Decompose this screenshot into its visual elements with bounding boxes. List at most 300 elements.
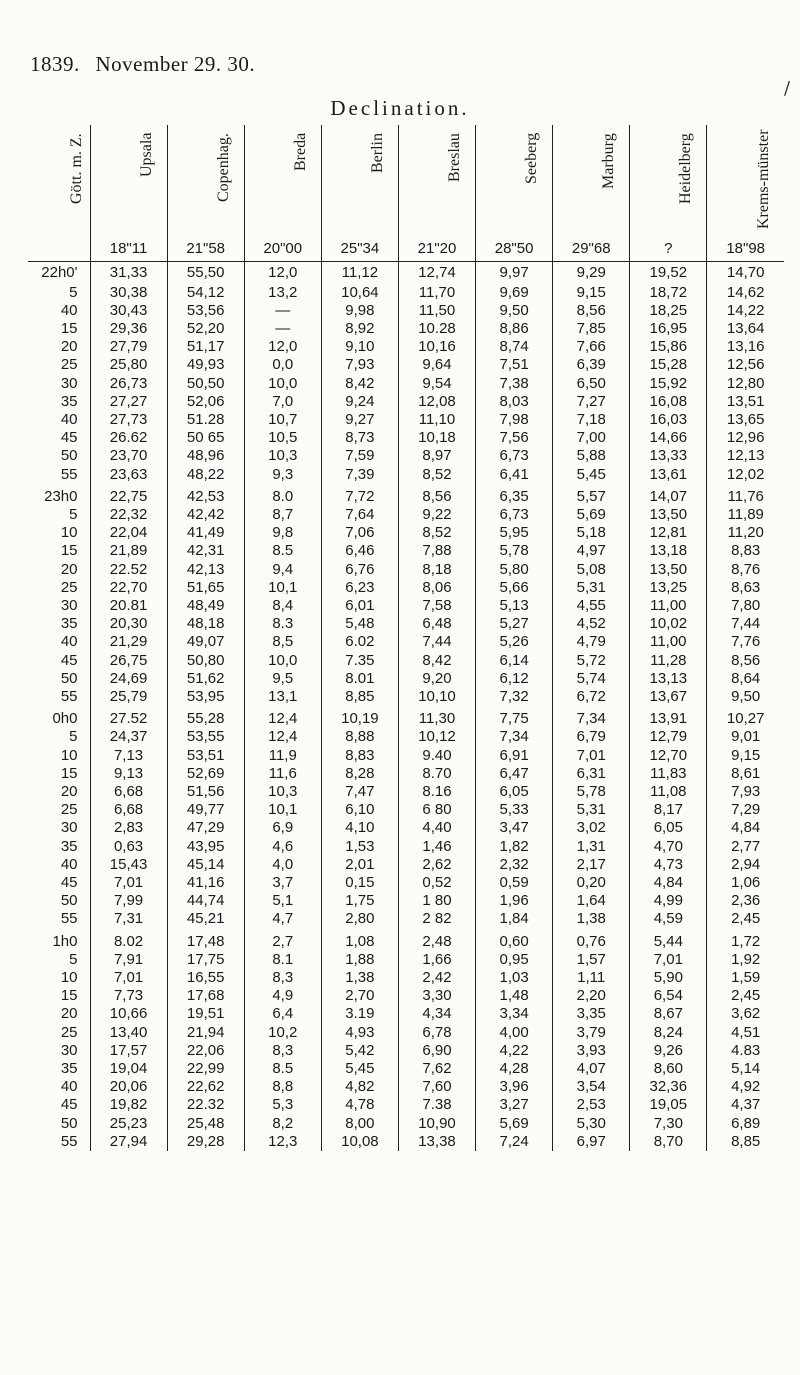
value-cell: 11,9 [244,747,321,765]
value-cell: 4,7 [244,910,321,928]
time-cell: 30 [60,374,78,392]
value-cell: 19,05 [630,1096,707,1114]
value-cell: 6,4 [244,1005,321,1023]
value-cell: 8,03 [476,393,553,411]
value-cell: 12,3 [244,1133,321,1151]
table-row [28,929,784,951]
value-cell: 9,69 [476,284,553,302]
table-row [28,1133,784,1151]
value-cell: 7,75 [476,706,553,728]
value-cell: 4,52 [553,615,630,633]
value-cell: 11,08 [630,783,707,801]
value-cell: 11,12 [321,262,398,284]
value-cell: 2,80 [321,910,398,928]
value-cell: 52,20 [167,320,244,338]
table-row [28,874,784,892]
value-cell: 53,56 [167,302,244,320]
value-cell: 4,34 [398,1005,475,1023]
value-cell: 8.0 [244,484,321,506]
value-cell: 12,81 [630,524,707,542]
value-cell: 11,83 [630,765,707,783]
table-row [28,320,784,338]
value-cell: 1,06 [707,874,784,892]
value-cell: 12,79 [630,728,707,746]
value-cell: 4,10 [321,819,398,837]
value-cell: 10,66 [90,1005,167,1023]
value-cell: 13,25 [630,579,707,597]
value-cell: 4,51 [707,1024,784,1042]
value-cell: 9,20 [398,670,475,688]
value-cell: 5,72 [553,652,630,670]
column-header [630,125,707,262]
value-cell: 0,76 [553,929,630,951]
table-row [28,688,784,706]
value-cell: 1,88 [321,951,398,969]
table-row [28,987,784,1005]
value-cell: 7,59 [321,447,398,465]
value-cell: 5,44 [630,929,707,951]
column-name: Marburg [600,133,618,189]
value-cell: 49,07 [167,633,244,651]
value-cell: 10,5 [244,429,321,447]
value-cell: 7,01 [90,969,167,987]
value-cell: 6,73 [476,506,553,524]
value-cell: 9,22 [398,506,475,524]
value-cell: 5,66 [476,579,553,597]
value-cell: 15,28 [630,356,707,374]
value-cell: 23,63 [90,466,167,484]
value-cell: 6,01 [321,597,398,615]
value-cell: 48,18 [167,615,244,633]
value-cell: 8,85 [321,688,398,706]
value-cell: 10,0 [244,375,321,393]
value-cell: 7,0 [244,393,321,411]
value-cell: 9,26 [630,1042,707,1060]
value-cell: 8,70 [630,1133,707,1151]
value-cell: 42,13 [167,561,244,579]
column-header [707,125,784,262]
value-cell: 20,30 [90,615,167,633]
value-cell: 23,70 [90,447,167,465]
value-cell: 4,59 [630,910,707,928]
value-cell: 32,36 [630,1078,707,1096]
value-cell: 13,91 [630,706,707,728]
value-cell: 0,60 [476,929,553,951]
declination-table [28,125,784,1151]
table-row [28,524,784,542]
value-cell: 8.3 [244,615,321,633]
value-cell: 8,17 [630,801,707,819]
value-cell: 6,23 [321,579,398,597]
value-cell: 5,27 [476,615,553,633]
time-cell: 20 [60,782,78,800]
time-cell: 35 [60,392,78,410]
value-cell: 4,79 [553,633,630,651]
table-row [28,652,784,670]
value-cell: 13,65 [707,411,784,429]
table-row [28,892,784,910]
value-cell: 8.02 [90,929,167,951]
value-cell: 14,66 [630,429,707,447]
table-row [28,429,784,447]
value-cell: 10,27 [707,706,784,728]
value-cell: 8,4 [244,597,321,615]
table-row [28,670,784,688]
time-cell: 30 [60,1041,78,1059]
value-cell: 14,70 [707,262,784,284]
value-cell: 8,2 [244,1115,321,1133]
table-row [28,411,784,429]
value-cell: 10,90 [398,1115,475,1133]
column-header [90,125,167,262]
value-cell: 41,49 [167,524,244,542]
value-cell: 22,62 [167,1078,244,1096]
value-cell: 10,08 [321,1133,398,1151]
value-cell: 10,16 [398,338,475,356]
page-header-date: November 29. 30. [95,52,256,76]
value-cell: 51,65 [167,579,244,597]
value-cell: 20,06 [90,1078,167,1096]
value-cell: 8,42 [321,375,398,393]
value-cell: 8,76 [707,561,784,579]
table-row [28,356,784,374]
value-cell: 4,73 [630,856,707,874]
value-cell: 17,68 [167,987,244,1005]
value-cell: 8,56 [707,652,784,670]
value-cell: 22,04 [90,524,167,542]
value-cell: 7,38 [476,375,553,393]
value-cell: 11,10 [398,411,475,429]
value-cell: 7,98 [476,411,553,429]
value-cell: 9,4 [244,561,321,579]
value-cell: 13,50 [630,506,707,524]
time-cell: 50 [60,447,78,465]
value-cell: 6,48 [398,615,475,633]
value-cell: 5,42 [321,1042,398,1060]
value-cell: 8,83 [707,542,784,560]
value-cell: 8,74 [476,338,553,356]
value-cell: 8,7 [244,506,321,524]
time-cell: 5 [69,283,78,301]
value-cell: 7,01 [630,951,707,969]
table-row [28,1042,784,1060]
value-cell: 54,12 [167,284,244,302]
value-cell: 1,59 [707,969,784,987]
time-cell: 40 [60,633,78,651]
value-cell: 5,08 [553,561,630,579]
value-cell: 7,06 [321,524,398,542]
value-cell: 27.52 [90,706,167,728]
value-cell: 7,85 [553,320,630,338]
value-cell: 1,96 [476,892,553,910]
value-cell: 5,57 [553,484,630,506]
value-cell: 25,80 [90,356,167,374]
value-cell: 6,73 [476,447,553,465]
value-cell: 2,77 [707,838,784,856]
time-cell: 40 [60,1078,78,1096]
value-cell: 8,28 [321,765,398,783]
table-row [28,969,784,987]
value-cell: 19,82 [90,1096,167,1114]
value-cell: 8,97 [398,447,475,465]
time-cell: 40 [60,301,78,319]
value-cell: 4,78 [321,1096,398,1114]
table-row [28,1005,784,1023]
value-cell: 3,7 [244,874,321,892]
value-cell: 5,31 [553,579,630,597]
value-cell: 27,79 [90,338,167,356]
time-cell: 10 [60,524,78,542]
value-cell: 22,75 [90,484,167,506]
value-cell: 8,42 [398,652,475,670]
value-cell: 14,07 [630,484,707,506]
time-cell: 50 [60,892,78,910]
column-header [553,125,630,262]
value-cell: 10,1 [244,579,321,597]
time-cell: 20 [60,338,78,356]
column-seconds: ? [664,240,673,257]
value-cell: 13,2 [244,284,321,302]
column-seconds: 20"00 [263,240,303,257]
value-cell: 9,01 [707,728,784,746]
value-cell: 9,50 [707,688,784,706]
value-cell: 5,95 [476,524,553,542]
value-cell: 5,90 [630,969,707,987]
value-cell: 13,13 [630,670,707,688]
value-cell: 2,17 [553,856,630,874]
time-cell: 45 [60,874,78,891]
value-cell: 12,4 [244,706,321,728]
value-cell: 8,73 [321,429,398,447]
time-cell: 35 [60,1060,78,1078]
value-cell: 1,84 [476,910,553,928]
value-cell: 6,79 [553,728,630,746]
value-cell: 53,95 [167,688,244,706]
value-cell: 4,92 [707,1078,784,1096]
value-cell: 4,97 [553,542,630,560]
table-row [28,728,784,746]
table-row [28,338,784,356]
value-cell: 7,93 [321,356,398,374]
value-cell: 1,08 [321,929,398,951]
value-cell: 0,0 [244,356,321,374]
value-cell: 0,20 [553,874,630,892]
value-cell: 4,99 [630,892,707,910]
value-cell: 6,68 [90,783,167,801]
value-cell: 1,38 [321,969,398,987]
value-cell: 9,98 [321,302,398,320]
value-cell: 11,30 [398,706,475,728]
value-cell: 17,57 [90,1042,167,1060]
value-cell: 6,91 [476,747,553,765]
value-cell: 6,14 [476,652,553,670]
value-cell: 10,3 [244,447,321,465]
value-cell: 5,33 [476,801,553,819]
page-header-year: 1839. [30,52,80,76]
time-cell: 25 [60,356,78,374]
value-cell: 4,07 [553,1060,630,1078]
value-cell: 8,60 [630,1060,707,1078]
value-cell: 27,27 [90,393,167,411]
value-cell: 7,47 [321,783,398,801]
value-cell: 4,00 [476,1024,553,1042]
column-header [476,125,553,262]
value-cell: 2,36 [707,892,784,910]
value-cell: 5,45 [553,466,630,484]
value-cell: 16,03 [630,411,707,429]
table-row [28,1024,784,1042]
value-cell: 21,89 [90,542,167,560]
column-name: Krems-münster [754,129,772,229]
table-row [28,375,784,393]
column-seconds: 28"50 [494,240,534,257]
table-row [28,579,784,597]
value-cell: 3,93 [553,1042,630,1060]
table-row [28,910,784,928]
value-cell: 7,01 [90,874,167,892]
value-cell: 4,40 [398,819,475,837]
value-cell: 5,80 [476,561,553,579]
value-cell: 5,48 [321,615,398,633]
value-cell: 5,30 [553,1115,630,1133]
value-cell: 7,24 [476,1133,553,1151]
value-cell: 8,18 [398,561,475,579]
value-cell: 14,62 [707,284,784,302]
value-cell: 13,33 [630,447,707,465]
value-cell: 1,38 [553,910,630,928]
time-cell: 15 [60,542,78,560]
value-cell: 49,77 [167,801,244,819]
value-cell: 12,02 [707,466,784,484]
value-cell: 5,3 [244,1096,321,1114]
value-cell: 22.52 [90,561,167,579]
value-cell: 1,82 [476,838,553,856]
value-cell: 7,91 [90,951,167,969]
value-cell: 9,50 [476,302,553,320]
value-cell: 7,62 [398,1060,475,1078]
value-cell: 8,5 [244,633,321,651]
page-header [30,52,255,77]
value-cell: 25,48 [167,1115,244,1133]
value-cell: 2,83 [90,819,167,837]
value-cell: 51,17 [167,338,244,356]
value-cell: 10,3 [244,783,321,801]
value-cell: 6,05 [630,819,707,837]
column-header [167,125,244,262]
value-cell: 7,01 [553,747,630,765]
value-cell: 6,76 [321,561,398,579]
value-cell: 5,74 [553,670,630,688]
value-cell: 45,21 [167,910,244,928]
value-cell: 10,18 [398,429,475,447]
table-row [28,542,784,560]
value-cell: 8,92 [321,320,398,338]
value-cell: 7,66 [553,338,630,356]
value-cell: 48,96 [167,447,244,465]
value-cell: 15,86 [630,338,707,356]
value-cell: 11,89 [707,506,784,524]
value-cell: 30,38 [90,284,167,302]
value-cell: 30,43 [90,302,167,320]
table-row [28,801,784,819]
value-cell: 6,50 [553,375,630,393]
value-cell: 1,11 [553,969,630,987]
value-cell: 4,82 [321,1078,398,1096]
value-cell: 12,70 [630,747,707,765]
value-cell: 51,62 [167,670,244,688]
value-cell: 52,06 [167,393,244,411]
value-cell: 6,9 [244,819,321,837]
value-cell: 1,57 [553,951,630,969]
value-cell: 47,29 [167,819,244,837]
value-cell: 4,70 [630,838,707,856]
value-cell: 5,26 [476,633,553,651]
value-cell: 6,35 [476,484,553,506]
value-cell: 5,14 [707,1060,784,1078]
value-cell: 1,66 [398,951,475,969]
time-cell: 55 [60,687,78,705]
value-cell: 3,54 [553,1078,630,1096]
value-cell: 10,2 [244,1024,321,1042]
value-cell: 12,74 [398,262,475,284]
value-cell: 7,13 [90,747,167,765]
table-row [28,838,784,856]
value-cell: 0,15 [321,874,398,892]
value-cell: 22,70 [90,579,167,597]
value-cell: 4,0 [244,856,321,874]
value-cell: 26,75 [90,652,167,670]
value-cell: 9,5 [244,670,321,688]
value-cell: 6,90 [398,1042,475,1060]
value-cell: 8,3 [244,969,321,987]
value-cell: 7,51 [476,356,553,374]
value-cell: 8,3 [244,1042,321,1060]
value-cell: 43,95 [167,838,244,856]
value-cell: 7,93 [707,783,784,801]
value-cell: 8.5 [244,1060,321,1078]
value-cell: 0,63 [90,838,167,856]
value-cell: 48,49 [167,597,244,615]
value-cell: 7,00 [553,429,630,447]
value-cell: 49,93 [167,356,244,374]
value-cell: 7,80 [707,597,784,615]
value-cell: 8,06 [398,579,475,597]
time-cell: 22h0' [41,263,78,281]
value-cell: 3,27 [476,1096,553,1114]
table-row [28,262,784,284]
time-cell: 25 [60,578,78,596]
value-cell: 7,58 [398,597,475,615]
value-cell: 2,48 [398,929,475,951]
value-cell: 6,97 [553,1133,630,1151]
value-cell: 8.5 [244,542,321,560]
value-cell: 8,61 [707,765,784,783]
value-cell: 8,56 [553,302,630,320]
value-cell: 8,86 [476,320,553,338]
value-cell: 7,44 [707,615,784,633]
column-seconds: 21"58 [186,240,226,257]
value-cell: 2,94 [707,856,784,874]
time-cell: 5 [69,950,78,968]
time-cell: 0h0 [52,710,78,728]
table-row [28,633,784,651]
value-cell: 26,73 [90,375,167,393]
value-cell: 7,73 [90,987,167,1005]
value-cell: 22.32 [167,1096,244,1114]
value-cell: 13,18 [630,542,707,560]
time-cell: 20 [60,1005,78,1023]
value-cell: 44,74 [167,892,244,910]
